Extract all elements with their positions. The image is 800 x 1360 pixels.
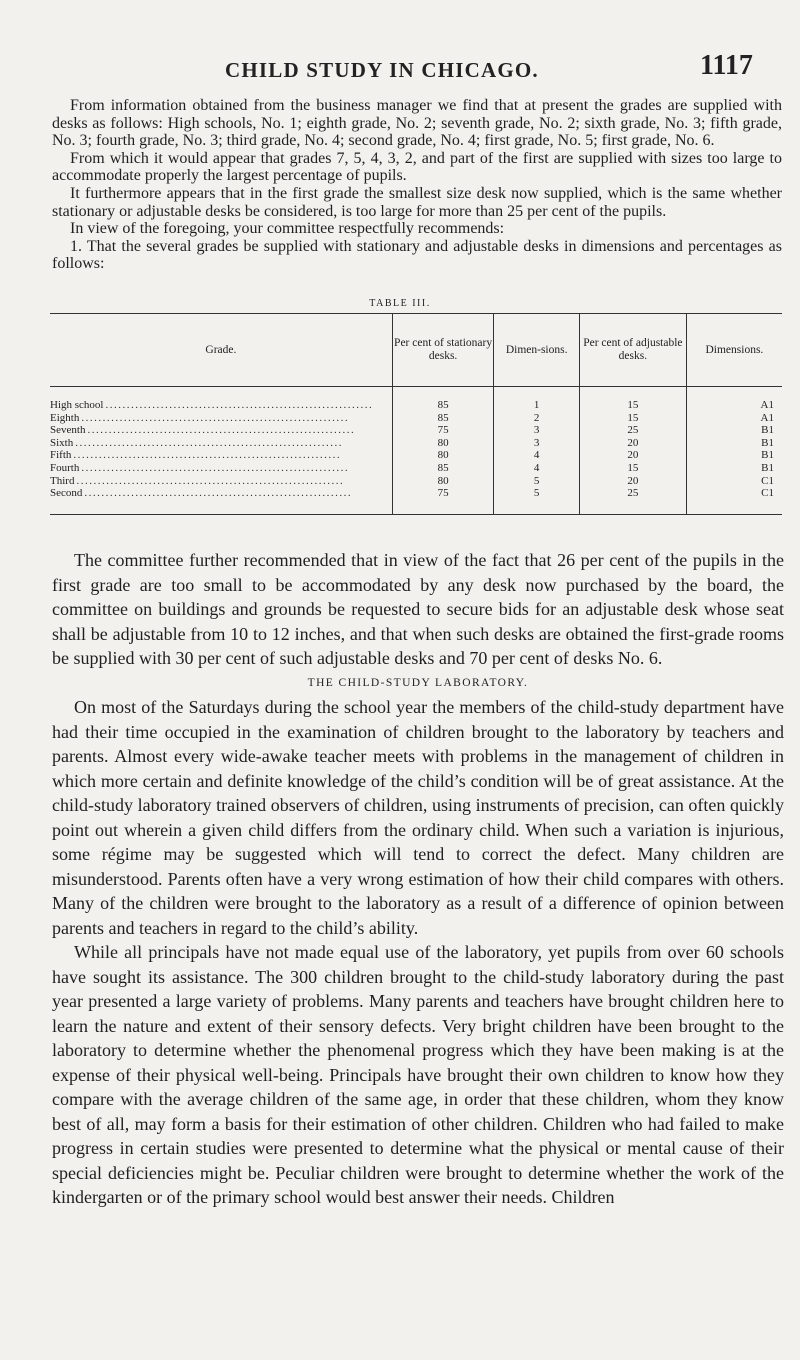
section-heading: THE CHILD-STUDY LABORATORY.: [307, 676, 529, 689]
paragraph: From information obtained from the business manager we find that at present the grades are supplied with desks as follows: High schools, No. 1; eighth grade, No. 2; seventh grade, No. 2; sixth grade, No. 3; fifth grade, No. 3; fourth grade, No. 3; third grade, No. 4; second grade, No. 4; first grade, No. 5; first grade, No. 6.: [52, 97, 782, 150]
dimensions-cell: 1: [494, 387, 580, 412]
adjustable-percent-cell: 20: [579, 475, 686, 488]
grade-cell: Seventh ...............................................................: [50, 424, 356, 437]
stationary-percent-cell: 85: [392, 387, 494, 412]
paragraph: In view of the foregoing, your committee respectfully recommends:: [70, 220, 505, 238]
table-row: [50, 462, 782, 475]
table-row: [50, 475, 782, 488]
grade-cell: Sixth ...............................................................: [50, 436, 343, 449]
dimensions-cell: 5: [494, 487, 580, 514]
paragraph: It furthermore appears that in the first grade the smallest size desk now supplied, which is the same whether stationary or adjustable desks be considered, is too large for more than 25 per cent of the pupils.: [52, 184, 782, 220]
page-number: 1117: [700, 50, 753, 81]
column-header-dimensions: Dimen-sions.: [494, 314, 580, 387]
paragraph: The committee further recommended that in view of the fact that 26 per cent of the pupils in the first grade are too small to be accommodated by any desk now purchased by the board, the committee on buildings and grounds be requested to secure bids for an adjustable desk whose seat shall be adjustable from 10 to 12 inches, and that when such desks are obtained the first-grade rooms be supplied with 30 per cent of such adjustable desks and 70 per cent of desks No. 6.: [52, 550, 784, 668]
stationary-percent-cell: 80: [392, 475, 494, 488]
table-row: [50, 424, 782, 437]
body-text: [52, 548, 784, 1210]
paragraph: While all principals have not made equal use of the laboratory, yet pupils from over 60 schools have sought its assistance. The 300 children brought to the child-study laboratory during the past year presented a large variety of problems. Many parents and teachers have brought children here to learn the nature and extent of their sensory defects. Very bright children have been brought to the laboratory to determine whether the phenomenal progress which they have been making is at the expense of their physical well-being. Principals have brought their own children to know how they compare with the average children of the same age, in order that these children, whom they know best of all, may form a basis for their estimation of other children. Children who had failed to make progress in certain studies were presented to determine what the physical or mental cause of their special deficiencies might be. Peculiar children were brought to determine whether the work of the kindergarten or of the primary school would best answer their needs. Children: [52, 942, 784, 1207]
stationary-percent-cell: 75: [392, 424, 494, 437]
dimensions-cell: 3: [494, 424, 580, 437]
dimensions-cell: 5: [494, 475, 580, 488]
grade-cell: Fifth ...............................................................: [50, 449, 342, 462]
grade-cell: High school ...............................................................: [50, 399, 374, 411]
stationary-percent-cell: 85: [392, 412, 494, 425]
table-row: [50, 412, 782, 425]
grade-cell: Fourth ...............................................................: [50, 461, 350, 474]
column-header-adjustable-dimensions: Dimensions.: [686, 314, 782, 387]
column-header-stationary-percent: Per cent of stationary desks.: [392, 314, 494, 387]
running-head: CHILD STUDY IN CHICAGO.: [225, 58, 539, 82]
grade-cell: Second ...............................................................: [50, 487, 392, 514]
paragraph: 1. That the several grades be supplied with stationary and adjustable desks in dimensions and percentages as follows:: [52, 237, 782, 273]
stationary-percent-cell: 85: [392, 462, 494, 475]
dimensions-cell: 4: [494, 462, 580, 475]
adjustable-dimensions-cell: A1: [686, 387, 782, 412]
desk-allocation-table: [50, 313, 782, 515]
adjustable-dimensions-cell: B1: [686, 437, 782, 450]
stationary-percent-cell: 75: [392, 487, 494, 514]
table-row: [50, 387, 782, 412]
adjustable-percent-cell: 25: [579, 487, 686, 514]
table-header-row: [50, 314, 782, 387]
paragraph: On most of the Saturdays during the school year the members of the child-study department have had their time occupied in the examination of children brought to the laboratory by teachers and parents. Almost every wide-awake teacher meets with problems in the management of children in which more certain and definite knowledge of the child’s condition will be of great assistance. At the child-study laboratory trained observers of children, using instruments of precision, can often quickly point out wherein a given child differs from the ordinary child. When such a variation is injurious, some régime may be suggested which will tend to correct the defect. Many children are misunderstood. Parents often have a very wrong estimation of how their child compares with others. Many of the children were brought to the laboratory as a result of a difference of opinion between parents and teachers in regard to the child’s ability.: [52, 697, 784, 938]
adjustable-percent-cell: 20: [579, 437, 686, 450]
paragraph: From which it would appear that grades 7, 5, 4, 3, 2, and part of the first are supplied with sizes too large to accommodate properly the largest percentage of pupils.: [52, 149, 782, 185]
stationary-percent-cell: 80: [392, 449, 494, 462]
page-header: [0, 50, 800, 90]
adjustable-percent-cell: 20: [579, 449, 686, 462]
table-row: [50, 449, 782, 462]
adjustable-dimensions-cell: C1: [686, 475, 782, 488]
dimensions-cell: 3: [494, 437, 580, 450]
column-header-grade: Grade.: [50, 314, 392, 387]
column-header-adjustable-percent: Per cent of adjustable desks.: [579, 314, 686, 387]
table-row: [50, 487, 782, 514]
adjustable-dimensions-cell: B1: [686, 462, 782, 475]
table-row: [50, 437, 782, 450]
adjustable-dimensions-cell: A1: [686, 412, 782, 425]
intro-section: [52, 97, 782, 273]
adjustable-percent-cell: 15: [579, 462, 686, 475]
grade-cell: Third ...............................................................: [50, 474, 345, 487]
adjustable-dimensions-cell: C1: [686, 487, 782, 514]
dimensions-cell: 4: [494, 449, 580, 462]
dimensions-cell: 2: [494, 412, 580, 425]
grade-cell: Eighth ...............................................................: [50, 411, 350, 424]
table-caption: TABLE III.: [369, 298, 431, 309]
stationary-percent-cell: 80: [392, 437, 494, 450]
adjustable-dimensions-cell: B1: [686, 424, 782, 437]
adjustable-dimensions-cell: B1: [686, 449, 782, 462]
adjustable-percent-cell: 15: [579, 412, 686, 425]
adjustable-percent-cell: 15: [579, 387, 686, 412]
adjustable-percent-cell: 25: [579, 424, 686, 437]
